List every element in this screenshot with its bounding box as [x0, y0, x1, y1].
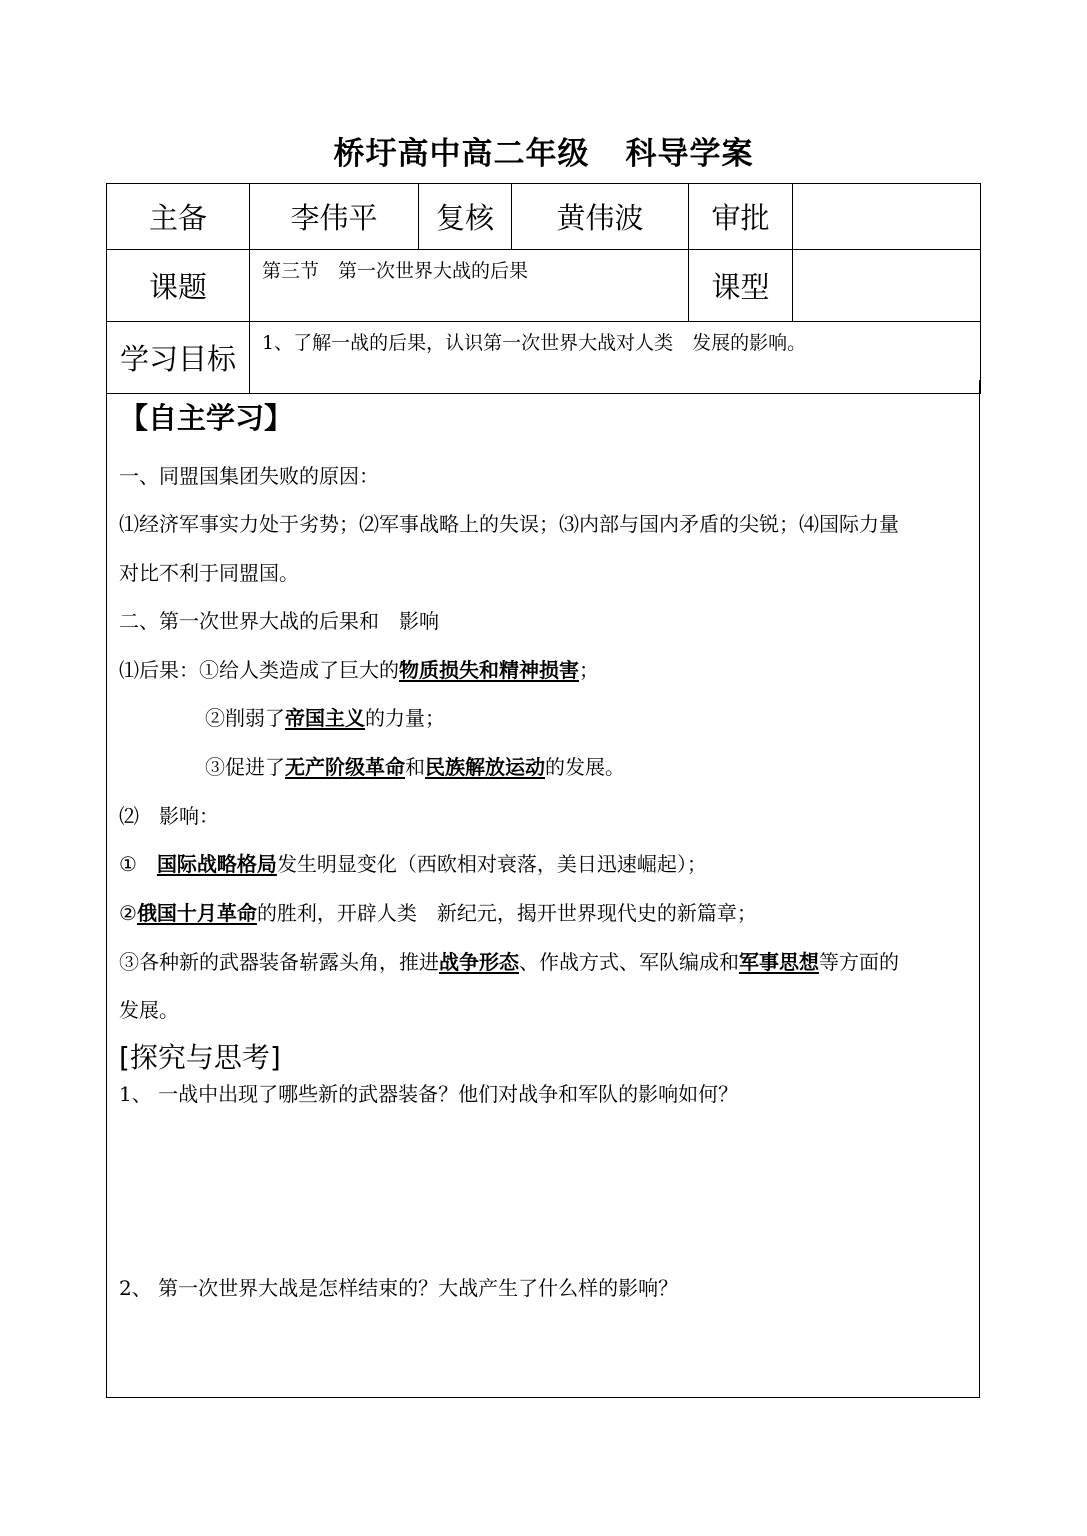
- key-term: 无产阶级革命: [285, 755, 405, 779]
- zhubei-label: 主备: [107, 184, 250, 250]
- key-term: 俄国十月革命: [136, 901, 257, 925]
- result-1: ⑴后果：①给人类造成了巨大的物质损失和精神损害；: [119, 658, 599, 682]
- fuhe-label: 复核: [419, 184, 512, 250]
- kexing-label: 课型: [689, 250, 793, 322]
- fuhe-value: 黄伟波: [512, 184, 689, 250]
- key-term: 民族解放运动: [425, 755, 545, 779]
- mubiao-label: 学习目标: [107, 322, 250, 394]
- influence-2: ②俄国十月革命的胜利，开辟人类 新纪元，揭开世界现代史的新篇章；: [119, 901, 757, 925]
- zhubei-value: 李伟平: [250, 184, 419, 250]
- mubiao-value: 1、了解一战的后果，认识第一次世界大战对人类 发展的影响。: [250, 322, 981, 394]
- q2-title: 二、第一次世界大战的后果和 影响: [119, 609, 439, 633]
- key-term: 帝国主义: [285, 706, 365, 730]
- explore-heading: [探究与思考]: [119, 1041, 281, 1074]
- q1-line2: 对比不利于同盟国。: [119, 561, 299, 585]
- influence-3: ③各种新的武器装备崭露头角，推进战争形态、作战方式、军队编成和军事思想等方面的: [119, 950, 899, 974]
- shenpi-value: [793, 184, 981, 250]
- influence-3-line2: 发展。: [119, 998, 179, 1022]
- self-study-heading: 【自主学习】: [119, 401, 294, 435]
- key-term: 战争形态: [439, 950, 519, 974]
- q1-line1: ⑴经济军事实力处于劣势；⑵军事战略上的失误；⑶内部与国内矛盾的尖锐；⑷国际力量: [119, 512, 899, 536]
- keti-value: 第三节 第一次世界大战的后果: [250, 250, 689, 322]
- key-term: 国际战略格局: [156, 852, 277, 876]
- content-box: [106, 380, 980, 1398]
- header-table: [106, 183, 981, 394]
- influence-1: ① 国际战略格局发生明显变化（西欧相对衰落，美日迅速崛起）；: [119, 852, 707, 876]
- result-2: ②削弱了帝国主义的力量；: [205, 706, 445, 730]
- result-3: ③促进了无产阶级革命和民族解放运动的发展。: [205, 755, 625, 779]
- key-term: 物质损失和精神损害: [399, 658, 579, 682]
- shenpi-label: 审批: [689, 184, 793, 250]
- explore-q2: 2、 第一次世界大战是怎样结束的？大战产生了什么样的影响？: [119, 1276, 679, 1300]
- explore-q1: 1、 一战中出现了哪些新的武器装备？他们对战争和军队的影响如何？: [119, 1082, 739, 1106]
- influence-title: ⑵ 影响：: [119, 804, 219, 828]
- key-term: 军事思想: [739, 950, 819, 974]
- keti-label: 课题: [107, 250, 250, 322]
- page-title: 桥圩高中高二年级 科导学案: [333, 136, 754, 172]
- q1-title: 一、同盟国集团失败的原因：: [119, 464, 379, 488]
- kexing-value: [793, 250, 981, 322]
